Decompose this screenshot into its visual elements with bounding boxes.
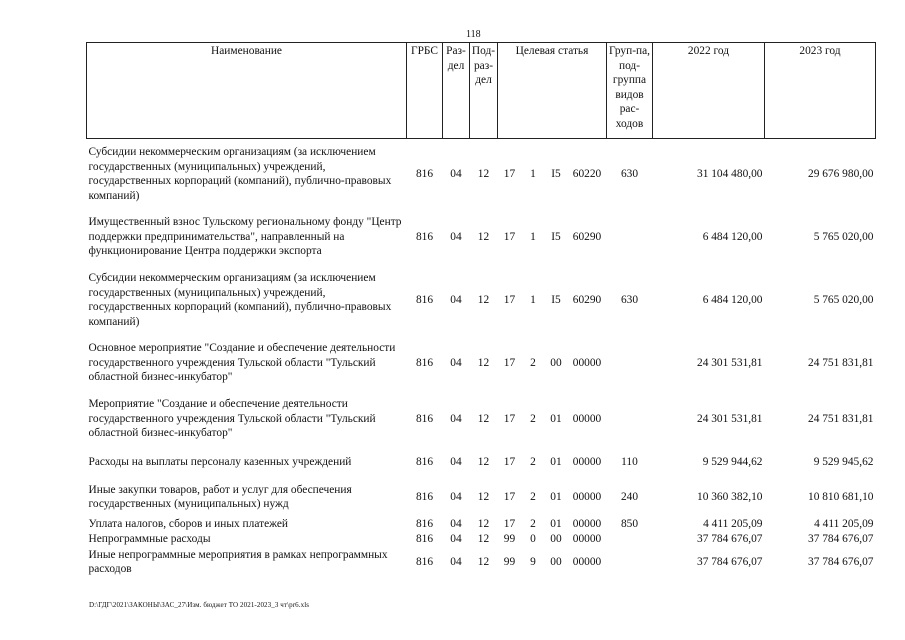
cell-grbs: 816 (415, 455, 434, 468)
cell-rz: 04 (450, 412, 462, 425)
cell-t3: I5 (551, 230, 561, 243)
cell-t4: 60220 (572, 167, 602, 180)
cell-t1: 17 (503, 490, 516, 503)
cell-grbs: 816 (415, 555, 434, 568)
cell-t4: 00000 (572, 555, 602, 568)
cell-t2: 1 (530, 230, 536, 243)
cell-y2022: 24 301 531,81 (697, 412, 763, 425)
cell-y2022: 24 301 531,81 (697, 356, 763, 369)
cell-vr: 850 (620, 518, 639, 531)
cell-pr: 12 (477, 356, 490, 369)
table-header-row (87, 43, 876, 139)
table-row (87, 547, 876, 577)
cell-t1: 17 (503, 293, 516, 306)
cell-vr: 110 (621, 455, 638, 468)
cell-grbs: 816 (415, 533, 434, 546)
cell-t1: 17 (503, 412, 516, 425)
cell-name: Непрограммные расходы (88, 533, 211, 546)
cell-t1: 99 (503, 555, 516, 568)
cell-t4: 60290 (572, 230, 602, 243)
cell-t4: 00000 (572, 518, 602, 531)
cell-t3: 00 (550, 356, 562, 369)
cell-vr (607, 547, 653, 577)
cell-rz: 04 (450, 167, 462, 180)
cell-t4: 00000 (572, 490, 602, 503)
cell-vr: 630 (620, 293, 639, 306)
header-2022: 2022 год (653, 43, 765, 139)
cell-vr: 240 (620, 490, 639, 503)
cell-name: Иные непрограммные мероприятия в рамках непрограммных расходов (88, 548, 388, 575)
cell-y2023: 37 784 676,07 (808, 533, 874, 546)
cell-grbs: 816 (415, 518, 434, 531)
cell-vr (607, 209, 653, 265)
cell-y2022: 6 484 120,00 (702, 293, 763, 306)
cell-t1: 17 (503, 455, 516, 468)
cell-rz: 04 (450, 490, 462, 503)
cell-name: Расходы на выплаты персоналу казенных учреждений (88, 455, 352, 468)
cell-t4: 00000 (572, 455, 602, 468)
cell-t2: 2 (530, 412, 536, 425)
cell-name: Субсидии некоммерческим организациям (за исключением государственных (муниципальных) учреждений, государственных корпораций (компаний), публично-правовых компаний) (88, 146, 392, 202)
cell-y2022: 4 411 205,09 (703, 518, 763, 531)
cell-y2022: 37 784 676,07 (697, 555, 763, 568)
cell-t2: 1 (530, 293, 536, 306)
cell-t2: 2 (530, 356, 536, 369)
header-group: Груп-па, под-группа видов рас-ходов (607, 43, 653, 139)
cell-rz: 04 (450, 230, 462, 243)
header-podrazdel: Под-раз-дел (470, 43, 498, 139)
cell-t1: 17 (503, 356, 516, 369)
cell-t1: 17 (503, 230, 516, 243)
cell-t1: 17 (503, 518, 516, 531)
cell-t1: 99 (503, 533, 516, 546)
cell-t3: I5 (551, 293, 561, 306)
cell-pr: 12 (477, 455, 490, 468)
cell-grbs: 816 (415, 167, 434, 180)
cell-y2022: 37 784 676,07 (697, 533, 763, 546)
cell-t2: 9 (530, 555, 536, 568)
cell-t2: 2 (530, 490, 536, 503)
cell-pr: 12 (477, 230, 490, 243)
cell-y2023: 24 751 831,81 (808, 412, 874, 425)
cell-t2: 2 (530, 455, 536, 468)
header-target: Целевая статья (498, 43, 607, 139)
cell-t3: 00 (550, 533, 562, 546)
cell-rz: 04 (450, 555, 462, 568)
cell-t3: 01 (550, 412, 562, 425)
cell-y2023: 24 751 831,81 (808, 356, 874, 369)
cell-name: Имущественный взнос Тульскому региональному фонду "Центр поддержки предпринимательства", направленный на функционирование Центра поддержки экспорта (88, 216, 402, 258)
cell-rz: 04 (450, 533, 462, 546)
cell-y2023: 9 529 945,62 (813, 455, 874, 468)
cell-grbs: 816 (415, 490, 434, 503)
cell-y2023: 10 810 681,10 (808, 490, 874, 503)
cell-t4: 60290 (572, 293, 602, 306)
cell-t1: 17 (503, 167, 516, 180)
table-row (87, 517, 876, 532)
cell-y2023: 37 784 676,07 (808, 555, 874, 568)
cell-t3: I5 (551, 167, 561, 180)
cell-name: Уплата налогов, сборов и иных платежей (88, 518, 288, 531)
cell-vr (607, 335, 653, 391)
cell-pr: 12 (477, 412, 490, 425)
cell-t4: 00000 (572, 533, 602, 546)
cell-pr: 12 (477, 555, 490, 568)
cell-t2: 1 (530, 167, 536, 180)
cell-y2023: 4 411 205,09 (814, 518, 874, 531)
table-row (87, 391, 876, 447)
footer-file-path: D:\ГДГ\2021\ЗАКОНЫ\ЗАС_27\Изм. бюджет ТО 2021-2023_3 чт\pr6.xls (89, 601, 310, 609)
table-row (87, 447, 876, 477)
cell-t3: 01 (550, 518, 562, 531)
cell-pr: 12 (477, 533, 490, 546)
cell-t4: 00000 (572, 356, 602, 369)
cell-grbs: 816 (415, 230, 434, 243)
cell-rz: 04 (450, 356, 462, 369)
header-razdel: Раз-дел (443, 43, 470, 139)
cell-name: Субсидии некоммерческим организациям (за исключением государственных (муниципальных) учреждений, государственных корпораций (компаний), публично-правовых компаний) (88, 272, 392, 328)
cell-grbs: 816 (415, 293, 434, 306)
cell-vr: 630 (620, 167, 639, 180)
table-row (87, 532, 876, 547)
cell-pr: 12 (477, 518, 490, 531)
cell-pr: 12 (477, 490, 490, 503)
table-row (87, 477, 876, 517)
table-row (87, 209, 876, 265)
cell-rz: 04 (450, 293, 462, 306)
cell-y2022: 31 104 480,00 (697, 167, 763, 180)
cell-t3: 00 (550, 555, 562, 568)
cell-t2: 2 (530, 518, 536, 531)
header-grbs: ГРБС (407, 43, 443, 139)
cell-t3: 01 (550, 455, 562, 468)
cell-y2022: 6 484 120,00 (702, 230, 763, 243)
header-name: Наименование (87, 43, 407, 139)
cell-pr: 12 (477, 293, 490, 306)
cell-t2: 0 (530, 533, 536, 546)
cell-rz: 04 (450, 518, 462, 531)
cell-pr: 12 (477, 167, 490, 180)
cell-y2023: 29 676 980,00 (808, 167, 874, 180)
cell-vr (607, 391, 653, 447)
cell-name: Основное мероприятие "Создание и обеспечение деятельности государственного учреждения Тульской области "Тульский областной бизнес-инкубатор" (88, 342, 396, 384)
cell-grbs: 816 (415, 412, 434, 425)
cell-y2023: 5 765 020,00 (813, 293, 874, 306)
cell-name: Мероприятие "Создание и обеспечение деятельности государственного учреждения Тульской области "Тульский областной бизнес-инкубатор" (88, 398, 376, 440)
cell-t3: 01 (550, 490, 562, 503)
page-number: 118 (466, 29, 481, 40)
cell-y2022: 10 360 382,10 (697, 490, 763, 503)
cell-rz: 04 (450, 455, 462, 468)
cell-vr (607, 532, 653, 547)
table-row (87, 335, 876, 391)
cell-t4: 00000 (572, 412, 602, 425)
table-row (87, 139, 876, 210)
budget-table (86, 42, 876, 577)
table-row (87, 265, 876, 335)
cell-y2023: 5 765 020,00 (813, 230, 874, 243)
header-2023: 2023 год (765, 43, 876, 139)
cell-y2022: 9 529 944,62 (702, 455, 763, 468)
cell-name: Иные закупки товаров, работ и услуг для обеспечения государственных (муниципальных) нужд (88, 483, 352, 510)
cell-grbs: 816 (415, 356, 434, 369)
